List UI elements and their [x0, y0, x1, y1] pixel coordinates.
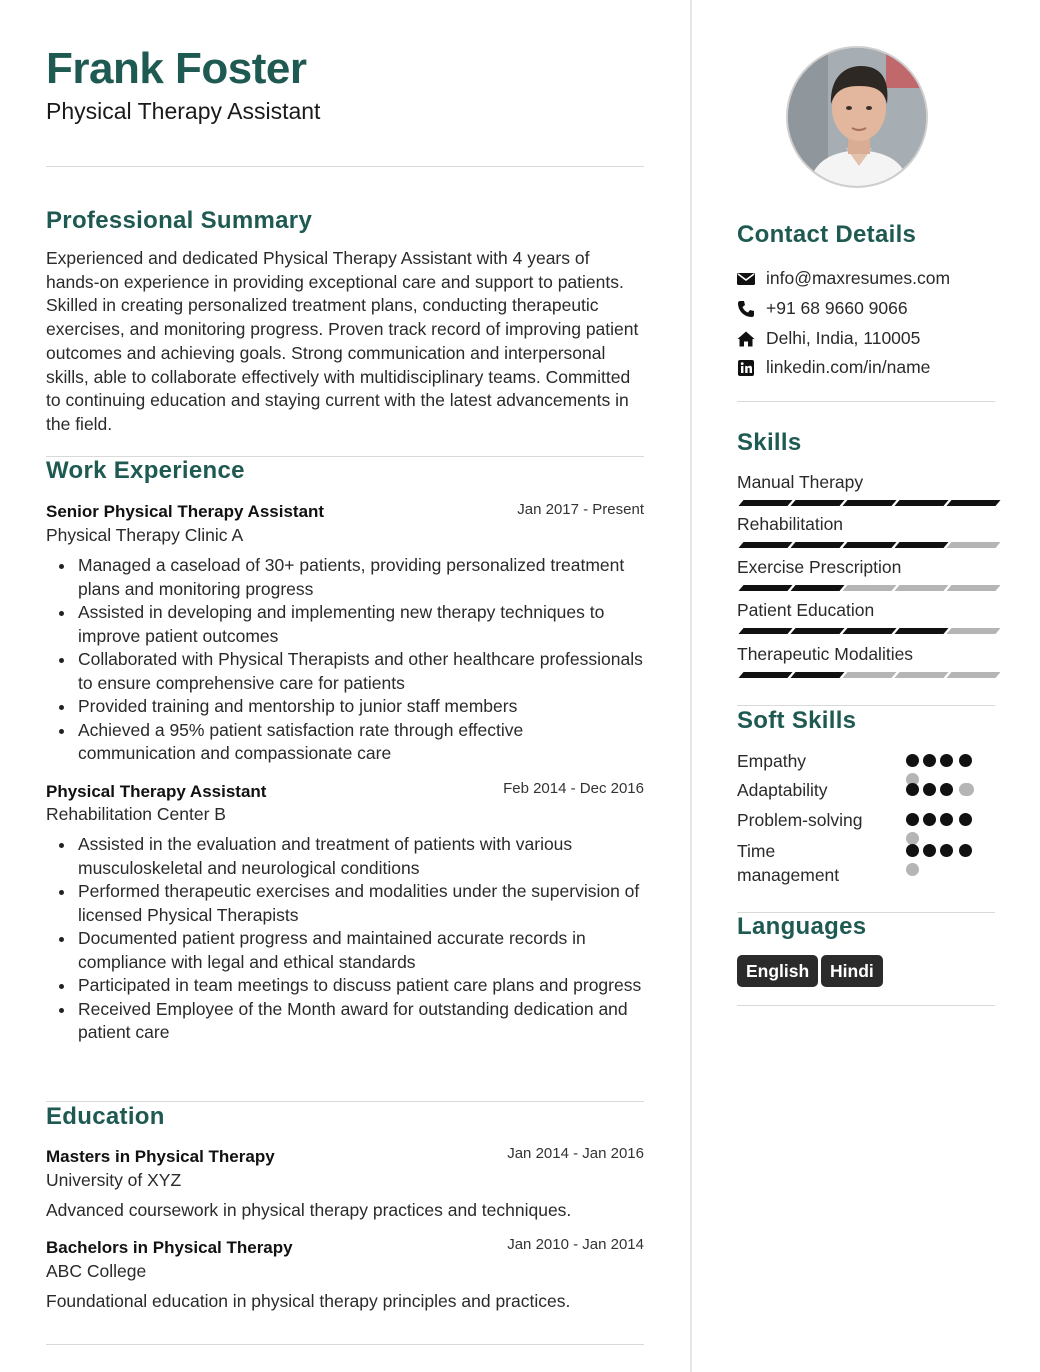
degree-description: Advanced coursework in physical therapy practices and techniques.: [46, 1200, 572, 1220]
skill-name: Exercise Prescription: [737, 557, 902, 577]
soft-skill-dot: [923, 783, 936, 796]
column-divider: [690, 0, 692, 1372]
skill-level-bar: [737, 585, 995, 591]
soft-skills-heading: Soft Skills: [737, 707, 857, 734]
school-name: ABC College: [46, 1261, 147, 1281]
soft-skill-dot: [961, 783, 974, 796]
skill-level-segment: [842, 672, 896, 678]
soft-skill-dot: [906, 813, 919, 826]
contact-linkedin-text: linkedin.com/in/name: [766, 357, 931, 377]
languages-heading: Languages: [737, 913, 867, 940]
skill-level-segment: [790, 672, 844, 678]
degree-title: Bachelors in Physical Therapy: [46, 1238, 293, 1257]
profile-photo: [786, 46, 928, 188]
job-bullet: Managed a caseload of 30+ patients, providing personalized treatment plans and monitoring progress: [46, 554, 644, 601]
skill-level-segment: [894, 542, 948, 548]
degree-description: Foundational education in physical therapy principles and practices.: [46, 1291, 571, 1311]
education-divider: [46, 1344, 644, 1345]
skill-level-segment: [790, 542, 844, 548]
experience-divider: [46, 1101, 644, 1102]
soft-skill-name: Time management: [737, 841, 840, 885]
soft-skill-dot: [923, 844, 936, 857]
skill-level-bar: [737, 542, 995, 548]
skills-divider: [737, 705, 995, 706]
skill-name: Manual Therapy: [737, 472, 864, 492]
skills-heading: Skills: [737, 429, 802, 456]
job-organization: Rehabilitation Center B: [46, 804, 226, 824]
degree-date: Jan 2014 - Jan 2016: [507, 1145, 644, 1162]
soft-skill-name: Empathy: [737, 751, 807, 771]
skill-level-segment: [946, 628, 1000, 634]
skill-level-segment: [894, 500, 948, 506]
summary-heading: Professional Summary: [46, 207, 313, 234]
language-tag: English: [737, 955, 818, 987]
skill-level-segment: [842, 585, 896, 591]
languages-divider: [737, 1005, 995, 1006]
education-heading: Education: [46, 1103, 165, 1130]
school-name: University of XYZ: [46, 1170, 182, 1190]
profile-photo-image: [788, 48, 928, 188]
contact-heading: Contact Details: [737, 221, 917, 248]
skill-level-segment: [946, 542, 1000, 548]
job-bullet: Assisted in developing and implementing new therapy techniques to improve patient outcomes: [46, 601, 644, 648]
job-bullets: [46, 833, 644, 1045]
soft-skill-dot: [959, 844, 972, 857]
experience-heading: Work Experience: [46, 457, 245, 484]
soft-skill-name: Adaptability: [737, 780, 828, 800]
contact-address: [737, 328, 995, 352]
job-date: Jan 2017 - Present: [517, 501, 644, 518]
skill-level-segment: [738, 585, 792, 591]
skill-level-segment: [790, 585, 844, 591]
job-bullets: [46, 554, 644, 766]
skill-level-segment: [894, 672, 948, 678]
job-organization: Physical Therapy Clinic A: [46, 525, 244, 545]
skill-level-segment: [946, 500, 1000, 506]
skill-level-bar: [737, 672, 995, 678]
job-bullet: Received Employee of the Month award for outstanding dedication and patient care: [46, 998, 644, 1045]
candidate-name: Frank Foster: [46, 44, 307, 93]
skill-name: Patient Education: [737, 600, 875, 620]
candidate-role: Physical Therapy Assistant: [46, 98, 321, 124]
skill-level-segment: [894, 628, 948, 634]
phone-icon: [737, 300, 755, 318]
soft-skill-name: Problem-solving: [737, 810, 863, 830]
skill-level-segment: [842, 542, 896, 548]
summary-text: Experienced and dedicated Physical Therapy Assistant with 4 years of hands-on experience in providing exceptional care and support to patients. Skilled in creating personalized treatment plans, conducting therapeutic exercises, and monitoring progress. Proven track record of improving patient outcomes and achieving goals. Strong communication and interpersonal skills, able to collaborate effectively with multidisciplinary teams. Committed to continuing education and staying current with the latest advancements in the field.: [46, 248, 639, 434]
contact-address-text: Delhi, India, 110005: [766, 328, 921, 348]
skill-level-segment: [738, 500, 792, 506]
skill-name: Therapeutic Modalities: [737, 644, 914, 664]
soft-skill-dot: [940, 813, 953, 826]
skill-level-bar: [737, 500, 995, 506]
job-bullet: Participated in team meetings to discuss patient care plans and progress: [46, 974, 644, 998]
soft-skill-dot: [940, 844, 953, 857]
skill-level-bar: [737, 628, 995, 634]
home-icon: [737, 330, 755, 348]
language-tag: Hindi: [821, 955, 883, 987]
skill-level-segment: [946, 585, 1000, 591]
job-bullet: Documented patient progress and maintained accurate records in compliance with legal and ethical standards: [46, 927, 644, 974]
skill-level-segment: [790, 628, 844, 634]
contact-divider: [737, 401, 995, 402]
degree-date: Jan 2010 - Jan 2014: [507, 1236, 644, 1253]
job-bullet: Achieved a 95% patient satisfaction rate through effective communication and compassionate care: [46, 719, 644, 766]
envelope-icon: [737, 270, 755, 288]
contact-phone-text: +91 68 9660 9066: [766, 298, 908, 318]
soft-skill-dot: [940, 783, 953, 796]
skill-level-segment: [738, 628, 792, 634]
contact-email[interactable]: [737, 268, 995, 292]
soft-skill-dot: [959, 754, 972, 767]
soft-skill-dot: [906, 863, 919, 876]
job-date: Feb 2014 - Dec 2016: [503, 780, 644, 797]
soft-skill-dot: [906, 844, 919, 857]
linkedin-icon: [737, 359, 755, 377]
job-bullet: Assisted in the evaluation and treatment of patients with various musculoskeletal and neurological conditions: [46, 833, 644, 880]
soft-skill-dot: [959, 813, 972, 826]
header-divider: [46, 166, 644, 167]
skill-level-segment: [738, 672, 792, 678]
skill-name: Rehabilitation: [737, 514, 844, 534]
job-bullet: Collaborated with Physical Therapists and other healthcare professionals to ensure comprehensive care for patients: [46, 648, 644, 695]
contact-email-text: info@maxresumes.com: [766, 268, 951, 288]
soft-skill-dot: [923, 813, 936, 826]
skill-level-segment: [946, 672, 1000, 678]
soft-skill-dot: [923, 754, 936, 767]
soft-skill-dot: [940, 754, 953, 767]
contact-linkedin[interactable]: [737, 357, 995, 381]
job-title: Physical Therapy Assistant: [46, 782, 267, 801]
job-bullet: Provided training and mentorship to junior staff members: [46, 695, 644, 719]
soft-skill-dot: [906, 783, 919, 796]
skill-level-segment: [842, 500, 896, 506]
job-title: Senior Physical Therapy Assistant: [46, 502, 325, 521]
skill-level-segment: [894, 585, 948, 591]
contact-phone[interactable]: [737, 298, 995, 322]
soft-skill-dot: [906, 754, 919, 767]
skill-level-segment: [738, 542, 792, 548]
skill-level-segment: [790, 500, 844, 506]
job-bullet: Performed therapeutic exercises and modalities under the supervision of licensed Physical Therapists: [46, 880, 644, 927]
degree-title: Masters in Physical Therapy: [46, 1147, 275, 1166]
skill-level-segment: [842, 628, 896, 634]
